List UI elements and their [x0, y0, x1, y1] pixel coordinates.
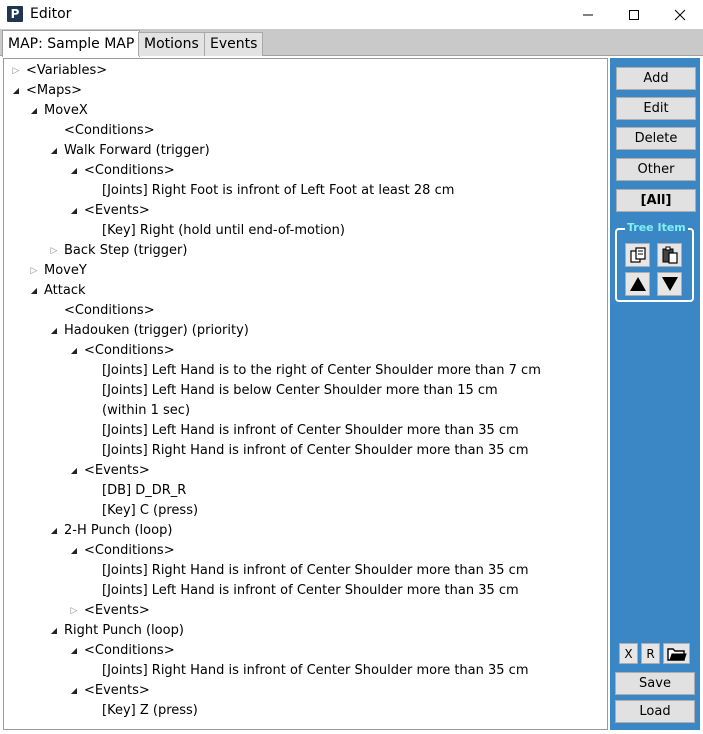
tree-row[interactable] [4, 521, 604, 541]
paste-icon [661, 246, 679, 264]
load-button[interactable]: Load [615, 700, 695, 723]
tree-row[interactable] [4, 281, 604, 301]
tab-strip [0, 29, 703, 56]
tree-item-label: [Joints] Right Hand is infront of Center Shoulder more than 35 cm [102, 663, 529, 678]
save-button[interactable]: Save [615, 672, 695, 695]
tree-row[interactable] [4, 501, 604, 521]
tree-item-label: <Events> [84, 683, 150, 698]
tree-item-label: <Variables> [26, 63, 108, 78]
tree-item-label: [Joints] Left Hand is infront of Center Shoulder more than 35 cm [102, 583, 519, 598]
maximize-icon [628, 9, 640, 21]
tree-item-label: <Conditions> [84, 543, 175, 558]
collapse-arrow-icon[interactable]: ◢ [70, 206, 78, 215]
tree-row[interactable] [4, 641, 604, 661]
move-up-icon [629, 275, 647, 293]
close-icon [674, 9, 686, 21]
tree-item-label: <Conditions> [84, 643, 175, 658]
tree-row[interactable] [4, 661, 604, 681]
tree-item-label: Right Punch (loop) [64, 623, 184, 638]
tree-item-label: [Joints] Left Hand is below Center Shoulder more than 15 cm [102, 383, 498, 398]
tree-item-label: (within 1 sec) [102, 403, 191, 418]
collapse-arrow-icon[interactable]: ◢ [50, 526, 58, 535]
side-panel [610, 58, 700, 730]
r-button[interactable]: R [641, 643, 660, 664]
copy-icon [629, 246, 647, 264]
tab-motions[interactable]: Motions [138, 32, 205, 56]
edit-button[interactable]: Edit [616, 97, 696, 120]
tree-item-label: [Joints] Right Foot is infront of Left Foot at least 28 cm [102, 183, 455, 198]
tree-row[interactable] [4, 561, 604, 581]
collapse-arrow-icon[interactable]: ◢ [70, 346, 78, 355]
collapse-arrow-icon[interactable]: ◢ [70, 466, 78, 475]
collapse-arrow-icon[interactable]: ◢ [70, 646, 78, 655]
tree-row[interactable] [4, 621, 604, 641]
tree-item-label: <Maps> [26, 83, 82, 98]
maximize-button[interactable] [611, 0, 657, 29]
tree-row[interactable] [4, 81, 604, 101]
tree-item-label: [Joints] Left Hand is infront of Center Shoulder more than 35 cm [102, 423, 519, 438]
tree-item-label: [Key] Z (press) [102, 703, 198, 718]
move-up-button[interactable] [625, 272, 650, 296]
app-icon: P [7, 6, 23, 22]
collapse-arrow-icon[interactable]: ◢ [50, 146, 58, 155]
tree-row[interactable] [4, 121, 604, 141]
x-button[interactable]: X [619, 643, 638, 664]
collapse-arrow-icon[interactable]: ◢ [30, 286, 38, 295]
expand-arrow-icon[interactable]: ▷ [70, 606, 78, 616]
tree-row[interactable] [4, 181, 604, 201]
window-title: Editor [30, 6, 72, 22]
tree-row[interactable] [4, 461, 604, 481]
tree-item-label: Back Step (trigger) [64, 243, 188, 258]
close-button[interactable] [657, 0, 703, 29]
minimize-icon [582, 9, 594, 21]
collapse-arrow-icon[interactable]: ◢ [30, 106, 38, 115]
collapse-arrow-icon[interactable]: ◢ [12, 86, 20, 95]
tree-row[interactable] [4, 481, 604, 501]
tree-row[interactable] [4, 341, 604, 361]
tree-item-label: [Joints] Right Hand is infront of Center Shoulder more than 35 cm [102, 563, 529, 578]
all-button[interactable]: [All] [616, 189, 696, 212]
collapse-arrow-icon[interactable]: ◢ [70, 686, 78, 695]
tree-item-label: MoveX [44, 103, 88, 118]
tree-item-label: [Joints] Left Hand is to the right of Center Shoulder more than 7 cm [102, 363, 541, 378]
tree-row[interactable] [4, 401, 604, 421]
tree-row[interactable] [4, 241, 604, 261]
tree-row[interactable] [4, 161, 604, 181]
collapse-arrow-icon[interactable]: ◢ [50, 626, 58, 635]
tree-row[interactable] [4, 61, 604, 81]
tree-item-label: <Conditions> [64, 303, 155, 318]
tree-row[interactable] [4, 201, 604, 221]
expand-arrow-icon[interactable]: ▷ [30, 266, 38, 276]
copy-button[interactable] [625, 243, 650, 267]
tree-item-label: <Events> [84, 603, 150, 618]
expand-arrow-icon[interactable]: ▷ [50, 246, 58, 256]
tree-row[interactable] [4, 261, 604, 281]
tree-row[interactable] [4, 101, 604, 121]
tree-item-label: Attack [44, 283, 86, 298]
tree-item-label: [DB] D_DR_R [102, 483, 187, 498]
collapse-arrow-icon[interactable]: ◢ [50, 326, 58, 335]
collapse-arrow-icon[interactable]: ◢ [70, 546, 78, 555]
other-button[interactable]: Other [616, 158, 696, 181]
tree-item-label: 2-H Punch (loop) [64, 523, 173, 538]
tree-item-title: Tree Item [627, 221, 686, 234]
tree-item-label: MoveY [44, 263, 87, 278]
tree-row[interactable] [4, 681, 604, 701]
open-folder-button[interactable] [663, 643, 690, 664]
tree-row[interactable] [4, 441, 604, 461]
title-bar [0, 0, 703, 29]
tab-events[interactable]: Events [204, 32, 263, 56]
tree-row[interactable] [4, 421, 604, 441]
tree-row[interactable] [4, 601, 604, 621]
minimize-button[interactable] [565, 0, 611, 29]
tree-row[interactable] [4, 141, 604, 161]
move-down-button[interactable] [657, 272, 682, 296]
expand-arrow-icon[interactable]: ▷ [12, 66, 20, 76]
tree-item-label: [Key] Right (hold until end-of-motion) [102, 223, 345, 238]
tree-row[interactable] [4, 301, 604, 321]
delete-button[interactable]: Delete [616, 127, 696, 150]
tree-item-label: Walk Forward (trigger) [64, 143, 210, 158]
tree-row[interactable] [4, 321, 604, 341]
tree-item-label: <Events> [84, 203, 150, 218]
tree-item-label: <Conditions> [84, 343, 175, 358]
tree-item-group [615, 221, 694, 302]
tree-item-label: <Conditions> [64, 123, 155, 138]
tree-item-label: <Conditions> [84, 163, 175, 178]
tree-item-label: [Key] C (press) [102, 503, 199, 518]
collapse-arrow-icon[interactable]: ◢ [70, 166, 78, 175]
tree-view[interactable] [3, 58, 608, 730]
tab-map[interactable]: MAP: Sample MAP [2, 30, 140, 57]
tree-row[interactable] [4, 581, 604, 601]
paste-button[interactable] [657, 243, 682, 267]
move-down-icon [661, 275, 679, 293]
tree-item-label: <Events> [84, 463, 150, 478]
tree-row[interactable] [4, 541, 604, 561]
tree-row[interactable] [4, 381, 604, 401]
add-button[interactable]: Add [616, 67, 696, 90]
tree-row[interactable] [4, 361, 604, 381]
tree-row[interactable] [4, 221, 604, 241]
folder-icon [667, 646, 687, 662]
tree-item-label: [Joints] Right Hand is infront of Center Shoulder more than 35 cm [102, 443, 529, 458]
tree-item-label: Hadouken (trigger) (priority) [64, 323, 249, 338]
tree-row[interactable] [4, 701, 604, 721]
